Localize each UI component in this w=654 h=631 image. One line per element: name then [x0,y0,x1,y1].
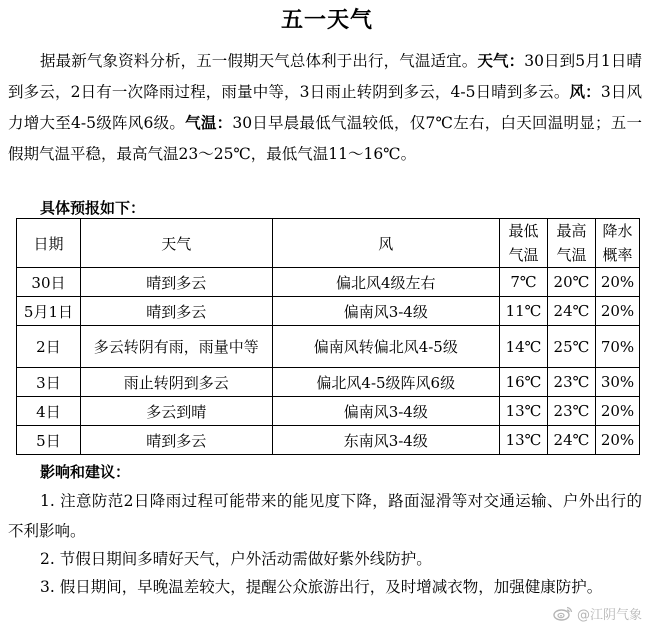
cell-weather: 雨止转阴到多云 [80,368,272,397]
temperature-text: 30日早晨最低气温较低，仅7℃左右，白天回温明显；五一假期气温平稳，最高气温23～25℃，最低气温11～16℃。 [8,114,642,163]
intro-paragraph [8,46,642,170]
header-rain-line1: 降水 [602,222,633,240]
cell-wind: 偏北风4-5级阵风6级 [272,368,500,397]
cell-rain-prob: 20% [595,297,639,326]
advice-item: 3. 假日期间，早晚温差较大，提醒公众旅游出行，及时增减衣物，加强健康防护。 [40,578,603,596]
forecast-heading: 具体预报如下： [40,199,146,217]
table-header-row [17,219,640,268]
table-row [17,326,640,368]
page-title: 五一天气 [280,8,373,33]
advice-heading: 影响和建议： [40,463,131,481]
cell-date: 30日 [17,268,81,297]
table-row [17,368,640,397]
header-low-line1: 最低 [508,222,539,240]
header-high-temp [548,219,596,268]
cell-date: 4日 [17,397,81,426]
cell-date: 3日 [17,368,81,397]
cell-wind: 偏南风转偏北风4-5级 [272,326,500,368]
cell-low-temp: 7℃ [500,268,548,297]
cell-rain-prob: 20% [595,268,639,297]
cell-date: 2日 [17,326,81,368]
header-rain-prob [595,219,639,268]
table-row [17,268,640,297]
header-low-temp [500,219,548,268]
table-row [17,426,640,455]
cell-rain-prob: 20% [595,426,639,455]
cell-date: 5月1日 [17,297,81,326]
cell-wind: 东南风3-4级 [272,426,500,455]
wind-label: 风： [569,83,601,101]
cell-weather: 多云到晴 [80,397,272,426]
cell-wind: 偏南风3-4级 [272,397,500,426]
weather-text: 30日到5月1日晴到多云，2日有一次降雨过程，雨量中等，3日雨止转阴到多云，4-5日晴到多云。 [8,52,642,101]
cell-wind: 偏南风3-4级 [272,297,500,326]
cell-rain-prob: 20% [595,397,639,426]
watermark [551,603,644,623]
cell-weather: 多云转阴有雨，雨量中等 [80,326,272,368]
cell-rain-prob: 70% [595,326,639,368]
temperature-label: 气温： [185,114,233,132]
cell-weather: 晴到多云 [80,426,272,455]
advice-item: 2. 节假日期间多晴好天气，户外活动需做好紫外线防护。 [40,550,432,568]
cell-high-temp: 24℃ [548,297,596,326]
cell-date: 5日 [17,426,81,455]
watermark-text: @江阴气象 [576,607,642,623]
header-date: 日期 [17,219,81,268]
weather-label: 天气： [477,52,525,70]
cell-rain-prob: 30% [595,368,639,397]
cell-high-temp: 20℃ [548,268,596,297]
cell-high-temp: 23℃ [548,397,596,426]
header-wind: 风 [272,219,500,268]
wind-text: 3日风力增大至4-5级阵风6级。 [8,83,642,132]
intro-summary: 据最新气象资料分析，五一假期天气总体利于出行，气温适宜。 [40,52,478,70]
header-high-line1: 最高 [556,222,587,240]
advice-item: 1. 注意防范2日降雨过程可能带来的能见度下降，路面湿滑等对交通运输、户外出行的不利影响。 [8,492,642,540]
cell-high-temp: 24℃ [548,426,596,455]
cell-low-temp: 13℃ [500,426,548,455]
forecast-table [16,218,640,455]
cell-wind: 偏北风4级左右 [272,268,500,297]
table-row [17,397,640,426]
cell-low-temp: 16℃ [500,368,548,397]
table-row [17,297,640,326]
header-weather: 天气 [80,219,272,268]
cell-high-temp: 25℃ [548,326,596,368]
cell-high-temp: 23℃ [548,368,596,397]
header-low-line2: 气温 [508,246,539,264]
cell-weather: 晴到多云 [80,297,272,326]
cell-low-temp: 13℃ [500,397,548,426]
header-rain-line2: 概率 [602,246,633,264]
weibo-icon [553,605,573,621]
cell-weather: 晴到多云 [80,268,272,297]
cell-low-temp: 11℃ [500,297,548,326]
header-high-line2: 气温 [556,246,587,264]
cell-low-temp: 14℃ [500,326,548,368]
